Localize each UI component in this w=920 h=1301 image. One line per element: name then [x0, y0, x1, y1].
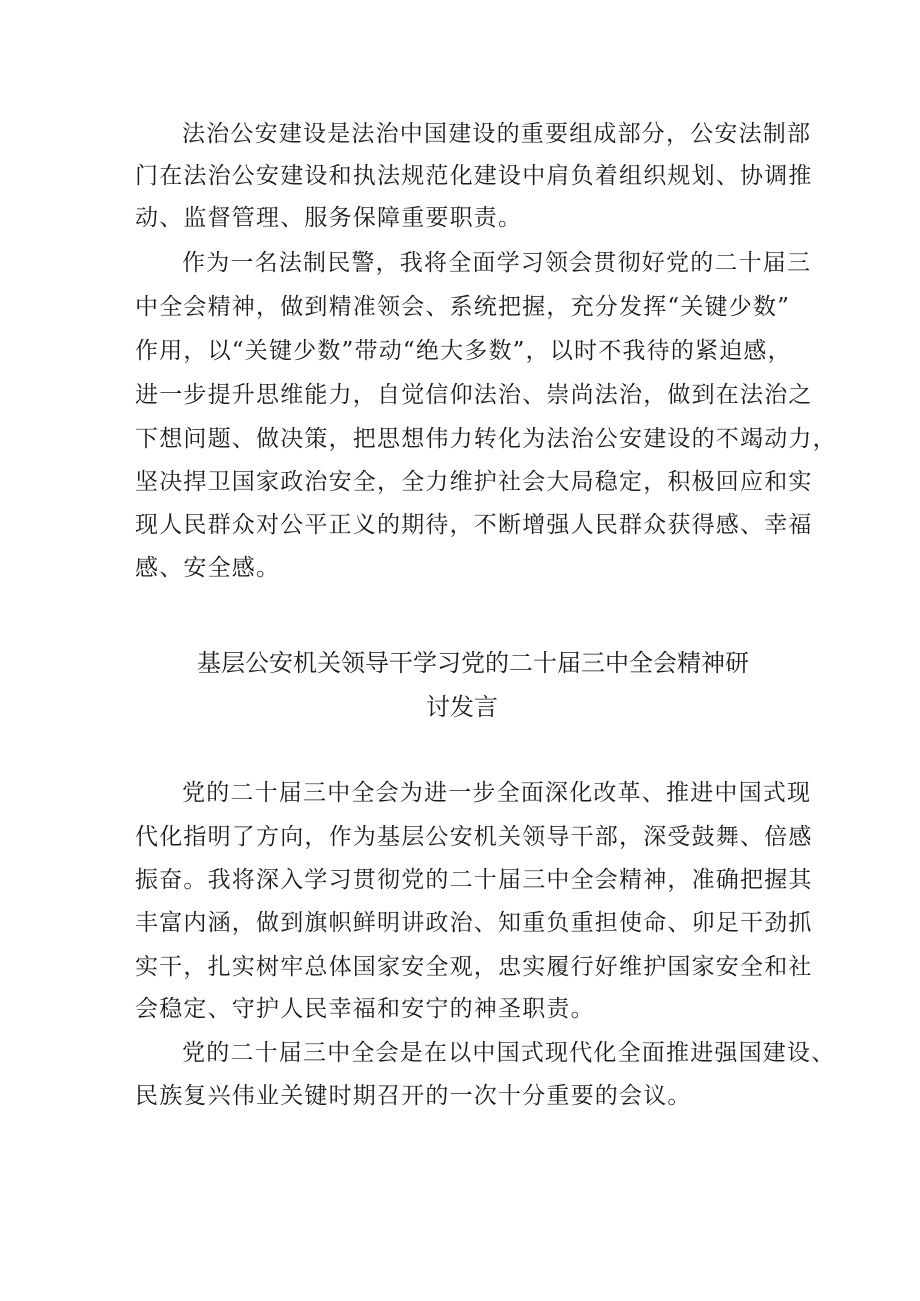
- section-title: 讨发言: [426, 693, 498, 721]
- body-text-line: 感、安全感。: [135, 555, 281, 581]
- body-text-line: 党的二十届三中全会为进一步全面深化改革、推进中国式现: [182, 780, 812, 806]
- body-text-line: 进一步提升思维能力，自觉信仰法治、崇尚法治，做到在法治之: [135, 382, 813, 408]
- body-text-line: 民族复兴伟业关键时期召开的一次十分重要的会议。: [135, 1083, 692, 1109]
- body-text-line: 振奋。我将深入学习贯彻党的二十届三中全会精神，准确把握其: [135, 867, 813, 893]
- body-text-line: 党的二十届三中全会是在以中国式现代化全面推进强国建设、: [182, 1040, 836, 1066]
- body-text-line: 法治公安建设是法治中国建设的重要组成部分，公安法制部: [182, 121, 812, 147]
- body-text-line: 动、监督管理、服务保障重要职责。: [135, 205, 523, 231]
- body-text-line: 中全会精神，做到精准领会、系统把握，充分发挥“关键少数”: [135, 294, 791, 320]
- section-title: 基层公安机关领导干学习党的二十届三中全会精神研: [197, 649, 749, 677]
- body-text-line: 现人民群众对公平正义的期待，不断增强人民群众获得感、幸福: [135, 512, 813, 538]
- body-text-line: 会稳定、守护人民幸福和安宁的神圣职责。: [135, 996, 595, 1022]
- body-text-line: 作为一名法制民警，我将全面学习领会贯彻好党的二十届三: [182, 250, 812, 276]
- body-text-line: 代化指明了方向，作为基层公安机关领导干部，深受鼓舞、倍感: [135, 824, 813, 850]
- body-text-line: 坚决捍卫国家政治安全，全力维护社会大局稳定，积极回应和实: [135, 469, 813, 495]
- body-text-line: 门在法治公安建设和执法规范化建设中肩负着组织规划、协调推: [135, 163, 813, 189]
- body-text-line: 下想问题、做决策，把思想伟力转化为法治公安建设的不竭动力，: [135, 426, 837, 452]
- body-text-line: 实干，扎实树牢总体国家安全观，忠实履行好维护国家安全和社: [135, 954, 813, 980]
- body-text-line: 丰富内涵，做到旗帜鲜明讲政治、知重负重担使命、卯足干劲抓: [135, 910, 813, 936]
- body-text-line: 作用，以“关键少数”带动“绝大多数”，以时不我待的紧迫感，: [135, 338, 792, 364]
